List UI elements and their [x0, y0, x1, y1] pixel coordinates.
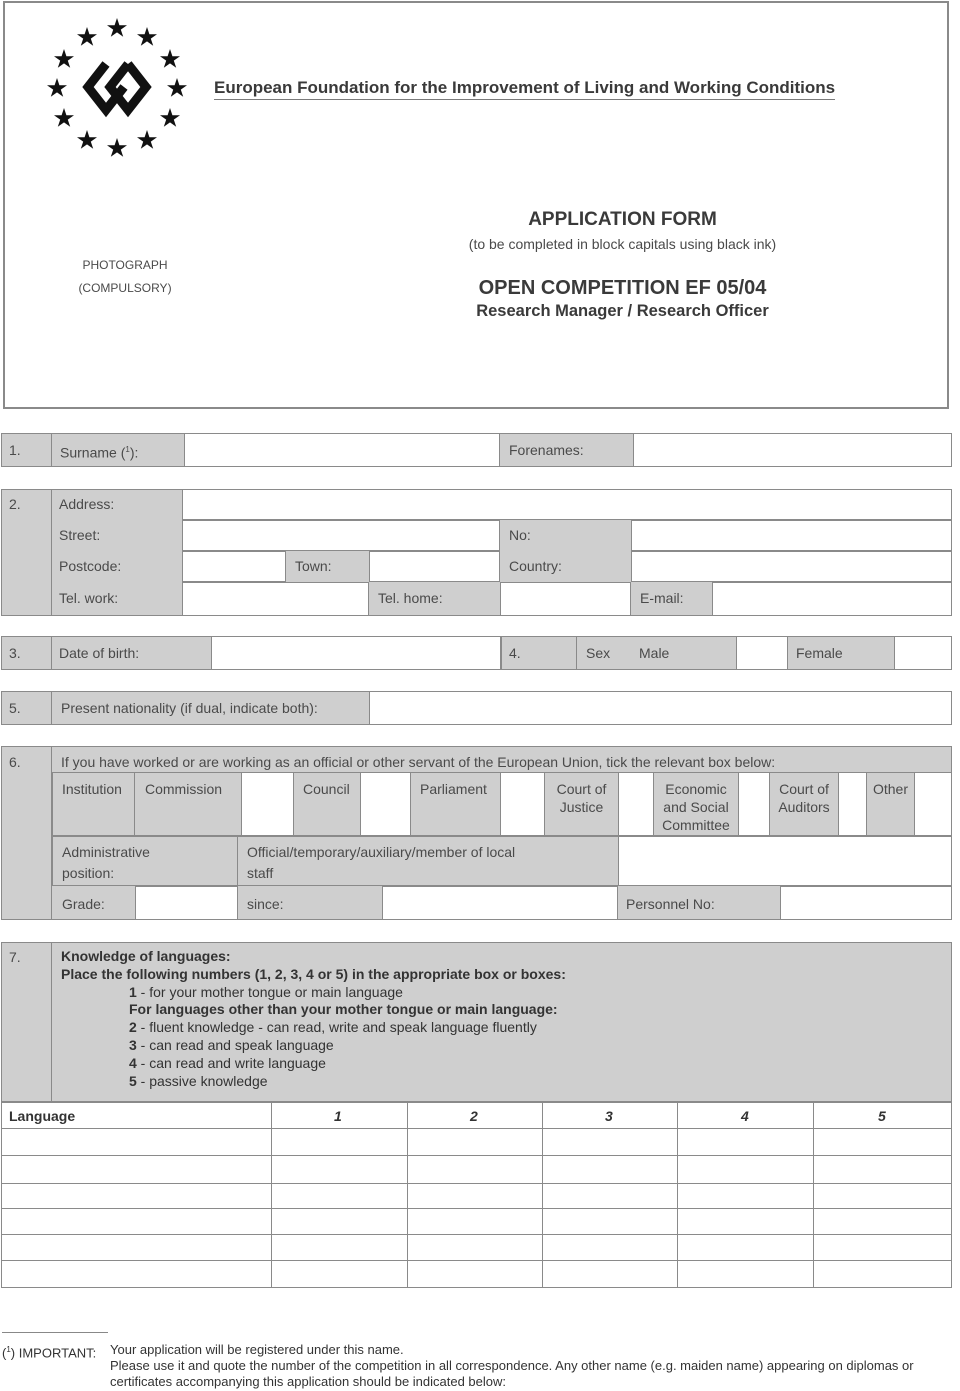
- level-4-column-header: 4: [741, 1108, 749, 1124]
- organization-title: European Foundation for the Improvement of Living and Working Conditions: [214, 78, 835, 100]
- council-label: Council: [303, 781, 350, 797]
- positions-title: Research Manager / Research Officer: [476, 302, 769, 320]
- level-2-column-header: 2: [470, 1108, 478, 1124]
- footnote-line-3: certificates accompanying this application should be indicated below:: [110, 1374, 507, 1389]
- competition-title: OPEN COMPETITION EF 05/04: [478, 277, 767, 299]
- street-number-label: No:: [509, 527, 531, 543]
- address-label: Address:: [59, 496, 115, 512]
- languages-title: Knowledge of languages:: [61, 948, 231, 964]
- commission-label: Commission: [145, 781, 223, 797]
- postcode-label: Postcode:: [59, 558, 122, 574]
- council-checkbox[interactable]: [360, 772, 411, 836]
- surname-field[interactable]: [184, 433, 500, 467]
- male-checkbox[interactable]: [736, 636, 788, 670]
- institution-label: Institution: [62, 781, 122, 797]
- section-7-number-cell: [1, 942, 52, 1102]
- street-field[interactable]: [182, 520, 500, 551]
- sex-label: Sex: [586, 645, 611, 661]
- level-2-item: 2 - fluent knowledge - can read, write and speak language fluently: [129, 1019, 537, 1036]
- level-1-item: 1 - for your mother tongue or main language: [129, 983, 403, 1000]
- tel-home-label: Tel. home:: [378, 590, 443, 606]
- star-icon: [137, 27, 157, 46]
- star-icon: [160, 49, 180, 68]
- nationality-field[interactable]: [369, 691, 952, 725]
- esc-checkbox[interactable]: [738, 772, 770, 836]
- form-title: APPLICATION FORM: [528, 209, 717, 230]
- language-column-header: Language: [9, 1108, 76, 1124]
- court-of-justice-checkbox[interactable]: [618, 772, 654, 836]
- tel-work-field[interactable]: [182, 582, 369, 616]
- section-7-number: 7.: [9, 949, 21, 965]
- level-3-item: 3 - can read and speak language: [129, 1036, 334, 1053]
- tel-work-label: Tel. work:: [59, 590, 119, 606]
- level-3-column-header: 3: [605, 1108, 613, 1124]
- section-6-number-cell: [1, 746, 52, 920]
- star-icon: [167, 78, 187, 97]
- staff-checkbox[interactable]: [618, 836, 952, 886]
- admin-position-label: Administrative position:: [62, 844, 150, 881]
- esc-label: Economic and Social Committee: [662, 781, 730, 833]
- email-field[interactable]: [712, 582, 952, 616]
- street-label: Street:: [59, 527, 101, 543]
- street-number-field[interactable]: [631, 520, 952, 551]
- town-label: Town:: [295, 558, 332, 574]
- section-5-number: 5.: [9, 700, 21, 716]
- star-icon: [107, 138, 127, 157]
- section-4-number: 4.: [509, 645, 521, 661]
- section-6-number: 6.: [9, 754, 21, 770]
- forenames-label: Forenames:: [509, 442, 584, 458]
- star-icon: [77, 130, 97, 149]
- other-languages-heading: For languages other than your mother tongue or main language:: [129, 1001, 558, 1018]
- section-2-number: 2.: [9, 496, 21, 512]
- tel-home-field[interactable]: [500, 582, 631, 616]
- eu-service-question: If you have worked or are working as an official or other servant of the European Union, tick the relevant box below:: [61, 754, 776, 770]
- footnote-line-2: Please use it and quote the number of the competition in all correspondence. Any other name (e.g. maiden name) appearing on diplomas or: [110, 1358, 914, 1373]
- section-3-number: 3.: [9, 645, 21, 661]
- parliament-label: Parliament: [420, 781, 487, 797]
- section-1-number: 1.: [9, 442, 21, 458]
- eurofound-logo: [44, 14, 190, 160]
- other-checkbox[interactable]: [914, 772, 952, 836]
- surname-label: Surname ($^1$):: [60, 444, 139, 461]
- grade-label: Grade:: [62, 896, 105, 912]
- court-of-justice-label: Court of Justice: [556, 781, 607, 815]
- star-icon: [54, 108, 74, 127]
- date-of-birth-label: Date of birth:: [59, 645, 140, 661]
- star-icon: [47, 78, 67, 97]
- staff-label: Official/temporary/auxiliary/member of local staff: [247, 844, 516, 881]
- grade-field[interactable]: [135, 886, 238, 920]
- star-icon: [160, 108, 180, 127]
- commission-checkbox[interactable]: [241, 772, 294, 836]
- star-icon: [77, 27, 97, 46]
- email-label: E-mail:: [640, 590, 684, 606]
- level-1-column-header: 1: [334, 1108, 342, 1124]
- country-label: Country:: [509, 558, 562, 574]
- star-icon: [54, 49, 74, 68]
- since-label: since:: [247, 896, 284, 912]
- footnote-marker: ($^1$) IMPORTANT:: [2, 1345, 97, 1361]
- language-instructions: [61, 948, 566, 1090]
- since-field[interactable]: [382, 886, 618, 920]
- address-field[interactable]: [182, 489, 952, 520]
- male-label: Male: [639, 645, 670, 661]
- country-field[interactable]: [631, 551, 952, 582]
- personnel-number-field[interactable]: [780, 886, 952, 920]
- photo-note: (COMPULSORY): [78, 281, 172, 295]
- personnel-number-label: Personnel No:: [626, 896, 715, 912]
- town-field[interactable]: [369, 551, 500, 582]
- level-5-item: 5 - passive knowledge: [129, 1072, 268, 1089]
- star-icon: [107, 18, 127, 37]
- other-label: Other: [872, 781, 908, 797]
- languages-instruction: Place the following numbers (1, 2, 3, 4 or 5) in the appropriate box or boxes:: [61, 965, 566, 982]
- postcode-field[interactable]: [182, 551, 286, 582]
- female-label: Female: [796, 645, 843, 661]
- footnote-divider: [2, 1332, 108, 1333]
- forenames-field[interactable]: [633, 433, 952, 467]
- photo-label: PHOTOGRAPH: [82, 258, 168, 272]
- female-checkbox[interactable]: [894, 636, 952, 670]
- level-5-column-header: 5: [878, 1108, 886, 1124]
- level-4-item: 4 - can read and write language: [129, 1054, 326, 1071]
- footnote-line-1: Your application will be registered under this name.: [110, 1342, 404, 1357]
- nationality-label: Present nationality (if dual, indicate both):: [61, 700, 318, 716]
- parliament-checkbox[interactable]: [500, 772, 545, 836]
- form-subtitle: (to be completed in block capitals using black ink): [468, 236, 777, 252]
- date-of-birth-field[interactable]: [211, 636, 501, 670]
- star-icon: [137, 130, 157, 149]
- court-of-auditors-checkbox[interactable]: [838, 772, 867, 836]
- court-of-auditors-label: Court of Auditors: [778, 781, 830, 815]
